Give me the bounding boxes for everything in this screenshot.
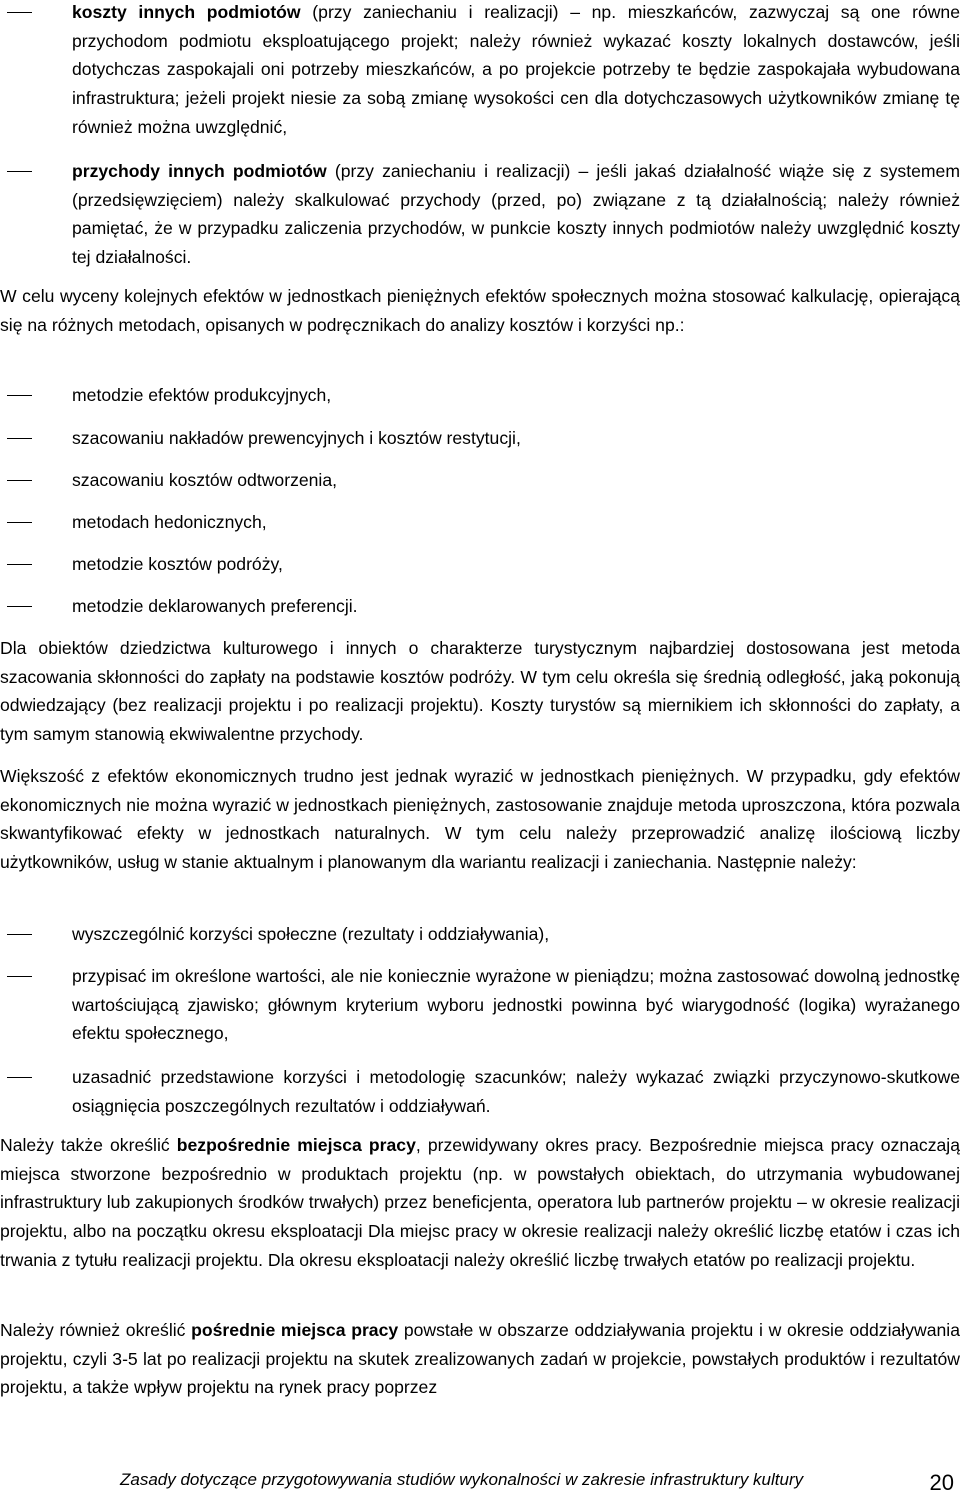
- list-item: [0, 962, 960, 1048]
- paragraph: Dla obiektów dziedzictwa kulturowego i innych o charakterze turystycznym najbardziej dostosowana jest metoda szacowania skłonności do zapłaty na podstawie kosztów podróży. W tym celu określa się średnią odległość, jaką pokonują odwiedzający (bez realizacji projektu i po realizacji projektu). Koszty turystów są miernikiem ich skłonności do zapłaty, a tym samym stanowią ekwiwalentne przychody.: [0, 638, 960, 745]
- paragraph-text: Należy także określić: [0, 1135, 177, 1155]
- list-item: [0, 920, 960, 949]
- list-item-text: metodzie efektów produkcyjnych,: [72, 385, 332, 405]
- list-item-text: przypisać im określone wartości, ale nie koniecznie wyrażone w pieniądzu; można zastosować dowolną jednostkę wartościującą zjawisko; głównym kryterium wyboru jednostki powinna być wiarygodność (logika) wyrażanego efektu społecznego,: [72, 966, 960, 1044]
- list-item: [0, 508, 960, 537]
- list-item: [0, 424, 960, 453]
- list-item: [0, 466, 960, 495]
- list-item-text: [72, 0, 960, 142]
- page-number: 20: [929, 1470, 954, 1495]
- paragraph: [0, 1131, 960, 1275]
- paragraph-text: powstałe w obszarze oddziaływania projektu i w okresie oddziaływania projektu, czyli 3-5 lat po realizacji projektu na skutek zrealizowanych zadań w projekcie, powstałych produktów i rezultatów projektu, a także wpływ projektu na rynek pracy poprzez: [0, 1320, 960, 1398]
- list-item-text: [72, 157, 960, 272]
- list-item: [0, 550, 960, 579]
- list-item-body: (przy zaniechaniu i realizacji) – np. mieszkańców, zazwyczaj są one równe przychodom podmiotu eksploatującego projekt; należy również wykazać koszty lokalnych dostawców, jeśli dotychczas zaspokajali oni potrzeby mieszkańców, a po projekcie potrzeby te będzie zaspokajała wybudowana infrastruktura; jeżeli projekt niesie za sobą zmianę wysokości cen dla dotychczasowych użytkowników zmianę tę również można uwzględnić,: [72, 2, 960, 137]
- list-item: [0, 1063, 960, 1120]
- paragraph: [0, 1316, 960, 1402]
- list-item: [0, 0, 960, 142]
- footer-title: Zasady dotyczące przygotowywania studiów wykonalności w zakresie infrastruktury kultury: [120, 1470, 804, 1489]
- paragraph-text: , przewidywany okres pracy. Bezpośrednie miejsca pracy oznaczają miejsca stworzone bezpośrednio w produktach projektu (np. w powstałych obiektach, do utrzymania wybudowanej infrastruktury lub zakupionych środków trwałych) przez beneficjenta, operatora lub partnerów projektu – w okresie realizacji projektu, albo na początku okresu eksploatacji Dla miejsc pracy w okresie realizacji należy określić liczbę etatów i czas ich trwania z tytułu realizacji projektu. Dla okresu eksploatacji należy określić liczbę trwałych etatów po realizacji projektu.: [0, 1135, 960, 1270]
- list-item: [0, 592, 960, 621]
- paragraph-bold: pośrednie miejsca pracy: [191, 1320, 399, 1340]
- list-item-text: szacowaniu nakładów prewencyjnych i kosztów restytucji,: [72, 428, 521, 448]
- list-item: [0, 381, 960, 410]
- list-item-body: (przy zaniechaniu i realizacji) – jeśli jakaś działalność wiąże się z systemem (przedsięwzięciem) należy skalkulować przychody (przed, po) związane z tą działalnością; należy również pamiętać, że w przypadku zaliczenia przychodów, w punkcie koszty innych podmiotów należy uwzględnić koszty tej działalności.: [72, 161, 960, 268]
- list-item-bold: przychody innych podmiotów: [72, 161, 327, 181]
- list-item-text: metodzie deklarowanych preferencji.: [72, 596, 358, 616]
- paragraph: Większość z efektów ekonomicznych trudno jest jednak wyrazić w jednostkach pieniężnych. W przypadku, gdy efektów ekonomicznych nie można wyrazić w jednostkach pieniężnych, zastosowanie znajduje metoda uproszczona, która pozwala skwantyfikować efekty w jednostkach naturalnych. W tym celu należy przeprowadzić analizę ilościową liczby użytkowników, usług w stanie aktualnym i planowanym dla wariantu realizacji i zaniechania. Następnie należy:: [0, 766, 960, 873]
- list-item-text: szacowaniu kosztów odtworzenia,: [72, 470, 338, 490]
- paragraph-text: Należy również określić: [0, 1320, 192, 1340]
- paragraph: W celu wyceny kolejnych efektów w jednostkach pieniężnych efektów społecznych można stosować kalkulację, opierającą się na różnych metodach, opisanych w podręcznikach do analizy kosztów i korzyści np.:: [0, 286, 960, 335]
- list-item: [0, 157, 960, 272]
- paragraph-bold: bezpośrednie miejsca pracy: [176, 1135, 416, 1155]
- list-item-text: metodzie kosztów podróży,: [72, 554, 283, 574]
- list-item-text: metodach hedonicznych,: [72, 512, 267, 532]
- list-item-text: uzasadnić przedstawione korzyści i metodologię szacunków; należy wykazać związki przyczynowo-skutkowe osiągnięcia poszczególnych rezultatów i oddziaływań.: [72, 1067, 960, 1116]
- list-item-text: wyszczególnić korzyści społeczne (rezultaty i oddziaływania),: [72, 924, 550, 944]
- list-item-bold: koszty innych podmiotów: [72, 2, 301, 22]
